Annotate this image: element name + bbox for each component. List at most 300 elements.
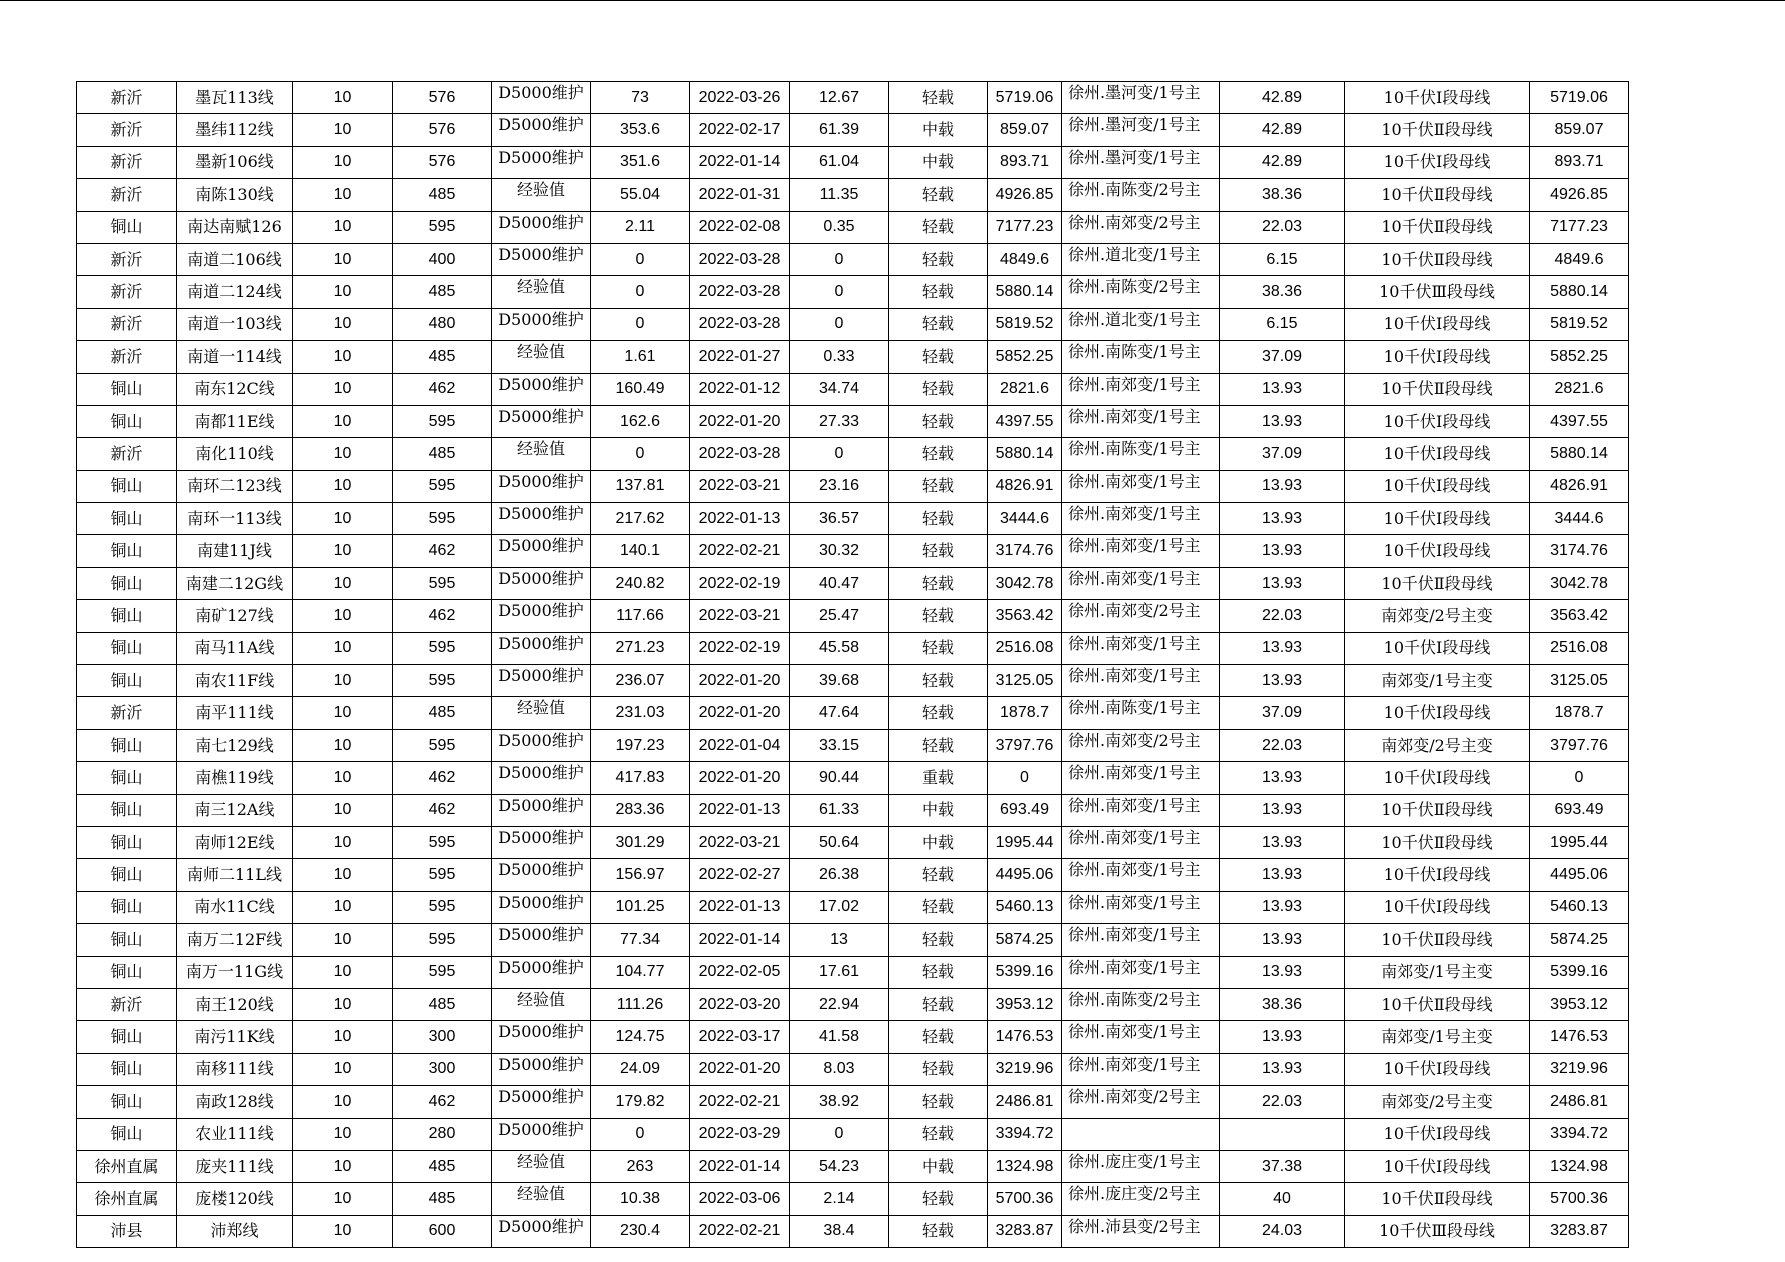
load-level-cell: 轻载 [889, 243, 988, 275]
date-cell: 2022-01-14 [690, 924, 790, 956]
source-text: D5000维护 [498, 84, 584, 102]
region-cell: 新沂 [77, 341, 177, 373]
transformer-text: 徐州.南陈变/1号主 [1068, 440, 1201, 459]
voltage-cell: 10 [293, 697, 393, 729]
available-capacity-cell: 5852.25 [988, 341, 1062, 373]
capacity-cell: 462 [393, 794, 492, 826]
table-row [77, 1053, 1629, 1085]
date-cell: 2022-03-21 [690, 826, 790, 858]
line-name-cell: 南水11C线 [177, 891, 293, 923]
source-text: D5000维护 [498, 569, 584, 588]
region-cell: 沛县 [77, 1215, 177, 1247]
bus-cell: 南郊变/1号主变 [1345, 1021, 1530, 1053]
date-cell: 2022-03-17 [690, 1021, 790, 1053]
max-current-cell: 231.03 [591, 697, 690, 729]
table-row [77, 503, 1629, 535]
voltage-cell: 10 [293, 470, 393, 502]
table-row [77, 179, 1629, 211]
table-row [77, 1183, 1629, 1215]
available-capacity-cell: 893.71 [988, 146, 1062, 178]
source-text: D5000维护 [498, 1088, 584, 1107]
transformer-load-rate-cell: 38.36 [1220, 988, 1345, 1020]
transformer-text: 徐州.南郊变/1号主 [1068, 828, 1201, 847]
region-cell: 新沂 [77, 697, 177, 729]
load-rate-cell: 0 [790, 308, 889, 340]
transformer-load-rate-cell: 13.93 [1220, 891, 1345, 923]
transformer-load-rate-cell: 37.09 [1220, 438, 1345, 470]
feeder-load-table [76, 81, 1629, 1248]
transformer-load-rate-cell: 13.93 [1220, 924, 1345, 956]
bus-cell: 10千伏Ⅱ段母线 [1345, 988, 1530, 1020]
load-rate-cell: 26.38 [790, 859, 889, 891]
transformer-load-rate-cell: 13.93 [1220, 567, 1345, 599]
line-name-cell: 南马11A线 [177, 632, 293, 664]
transformer-text: 徐州.南郊变/2号主 [1068, 213, 1201, 232]
voltage-cell: 10 [293, 114, 393, 146]
load-level-cell: 轻载 [889, 211, 988, 243]
voltage-cell: 10 [293, 535, 393, 567]
capacity-cell: 595 [393, 632, 492, 664]
transformer-text: 徐州.墨河变/1号主 [1068, 84, 1201, 102]
source-text: D5000维护 [498, 731, 584, 750]
source-text: D5000维护 [498, 667, 584, 686]
line-name-cell: 南樵119线 [177, 762, 293, 794]
transformer-text: 徐州.南郊变/2号主 [1068, 602, 1201, 621]
load-rate-cell: 0 [790, 243, 889, 275]
available-capacity-cell: 3174.76 [988, 535, 1062, 567]
source-text: D5000维护 [498, 213, 584, 232]
source-text: D5000维护 [498, 375, 584, 394]
load-rate-cell: 0.35 [790, 211, 889, 243]
load-rate-cell: 0 [790, 1118, 889, 1150]
max-current-cell: 101.25 [591, 891, 690, 923]
transformer-text: 徐州.南郊变/1号主 [1068, 569, 1201, 588]
transformer-text: 徐州.南郊变/1号主 [1068, 958, 1201, 977]
transformer-load-rate-cell: 13.93 [1220, 1053, 1345, 1085]
source-cell [492, 243, 591, 275]
load-level-cell: 轻载 [889, 697, 988, 729]
max-current-cell: 24.09 [591, 1053, 690, 1085]
source-cell [492, 729, 591, 761]
remaining-capacity-cell: 1476.53 [1530, 1021, 1629, 1053]
load-rate-cell: 11.35 [790, 179, 889, 211]
load-level-cell: 轻载 [889, 503, 988, 535]
load-rate-cell: 34.74 [790, 373, 889, 405]
table-row [77, 114, 1629, 146]
table-row [77, 243, 1629, 275]
remaining-capacity-cell: 3563.42 [1530, 600, 1629, 632]
bus-cell: 10千伏Ⅰ段母线 [1345, 762, 1530, 794]
remaining-capacity-cell: 859.07 [1530, 114, 1629, 146]
table-row [77, 1150, 1629, 1182]
capacity-cell: 485 [393, 276, 492, 308]
transformer-load-rate-cell: 6.15 [1220, 243, 1345, 275]
date-cell: 2022-01-20 [690, 762, 790, 794]
region-cell: 铜山 [77, 470, 177, 502]
line-name-cell: 沛郑线 [177, 1215, 293, 1247]
table-body [77, 82, 1629, 1248]
transformer-cell [1062, 438, 1220, 470]
line-name-cell: 南道一103线 [177, 308, 293, 340]
region-cell: 铜山 [77, 405, 177, 437]
voltage-cell: 10 [293, 82, 393, 114]
voltage-cell: 10 [293, 729, 393, 761]
load-level-cell: 轻载 [889, 1053, 988, 1085]
source-cell [492, 535, 591, 567]
source-cell [492, 665, 591, 697]
transformer-cell [1062, 988, 1220, 1020]
transformer-cell [1062, 503, 1220, 535]
capacity-cell: 300 [393, 1053, 492, 1085]
capacity-cell: 595 [393, 405, 492, 437]
date-cell: 2022-02-08 [690, 211, 790, 243]
transformer-text: 徐州.南郊变/1号主 [1068, 375, 1201, 394]
table-row [77, 1021, 1629, 1053]
available-capacity-cell: 3797.76 [988, 729, 1062, 761]
region-cell: 铜山 [77, 924, 177, 956]
capacity-cell: 595 [393, 826, 492, 858]
remaining-capacity-cell: 2821.6 [1530, 373, 1629, 405]
source-text: 经验值 [516, 1185, 565, 1204]
transformer-cell [1062, 373, 1220, 405]
load-level-cell: 轻载 [889, 924, 988, 956]
table-row [77, 146, 1629, 178]
transformer-load-rate-cell: 13.93 [1220, 535, 1345, 567]
load-level-cell: 轻载 [889, 1021, 988, 1053]
region-cell: 铜山 [77, 1086, 177, 1118]
max-current-cell: 162.6 [591, 405, 690, 437]
remaining-capacity-cell: 3125.05 [1530, 665, 1629, 697]
date-cell: 2022-02-21 [690, 1215, 790, 1247]
source-text: D5000维护 [498, 1217, 584, 1236]
voltage-cell: 10 [293, 146, 393, 178]
source-cell [492, 1086, 591, 1118]
date-cell: 2022-01-20 [690, 665, 790, 697]
load-rate-cell: 17.02 [790, 891, 889, 923]
transformer-load-rate-cell: 22.03 [1220, 1086, 1345, 1118]
line-name-cell: 南污11K线 [177, 1021, 293, 1053]
bus-cell: 10千伏Ⅰ段母线 [1345, 1053, 1530, 1085]
line-name-cell: 南建11J线 [177, 535, 293, 567]
line-name-cell: 南环二123线 [177, 470, 293, 502]
region-cell: 铜山 [77, 891, 177, 923]
table-row [77, 632, 1629, 664]
remaining-capacity-cell: 3394.72 [1530, 1118, 1629, 1150]
source-text: D5000维护 [498, 310, 584, 329]
region-cell: 新沂 [77, 179, 177, 211]
source-cell [492, 1183, 591, 1215]
remaining-capacity-cell: 5460.13 [1530, 891, 1629, 923]
source-cell [492, 470, 591, 502]
load-level-cell: 中载 [889, 1150, 988, 1182]
load-level-cell: 轻载 [889, 308, 988, 340]
load-rate-cell: 54.23 [790, 1150, 889, 1182]
bus-cell: 10千伏Ⅰ段母线 [1345, 1118, 1530, 1150]
voltage-cell: 10 [293, 859, 393, 891]
date-cell: 2022-01-20 [690, 697, 790, 729]
line-name-cell: 南化110线 [177, 438, 293, 470]
transformer-load-rate-cell: 40 [1220, 1183, 1345, 1215]
remaining-capacity-cell: 4397.55 [1530, 405, 1629, 437]
transformer-text: 徐州.南陈变/1号主 [1068, 343, 1201, 362]
bus-cell: 10千伏Ⅰ段母线 [1345, 82, 1530, 114]
source-cell [492, 1150, 591, 1182]
source-text: 经验值 [516, 1152, 565, 1171]
bus-cell: 10千伏Ⅰ段母线 [1345, 535, 1530, 567]
line-name-cell: 南东12C线 [177, 373, 293, 405]
voltage-cell: 10 [293, 632, 393, 664]
capacity-cell: 485 [393, 1183, 492, 1215]
line-name-cell: 墨新106线 [177, 146, 293, 178]
max-current-cell: 230.4 [591, 1215, 690, 1247]
capacity-cell: 595 [393, 665, 492, 697]
source-cell [492, 762, 591, 794]
date-cell: 2022-01-13 [690, 503, 790, 535]
load-level-cell: 中载 [889, 794, 988, 826]
voltage-cell: 10 [293, 794, 393, 826]
transformer-cell [1062, 276, 1220, 308]
source-text: 经验值 [516, 181, 565, 200]
available-capacity-cell: 3042.78 [988, 567, 1062, 599]
capacity-cell: 485 [393, 341, 492, 373]
voltage-cell: 10 [293, 665, 393, 697]
capacity-cell: 595 [393, 891, 492, 923]
voltage-cell: 10 [293, 891, 393, 923]
source-cell [492, 1021, 591, 1053]
transformer-load-rate-cell: 24.03 [1220, 1215, 1345, 1247]
source-cell [492, 211, 591, 243]
transformer-cell [1062, 1183, 1220, 1215]
region-cell: 铜山 [77, 729, 177, 761]
max-current-cell: 217.62 [591, 503, 690, 535]
transformer-load-rate-cell: 22.03 [1220, 729, 1345, 761]
source-text: D5000维护 [498, 861, 584, 880]
bus-cell: 10千伏Ⅱ段母线 [1345, 179, 1530, 211]
capacity-cell: 462 [393, 373, 492, 405]
remaining-capacity-cell: 3797.76 [1530, 729, 1629, 761]
max-current-cell: 263 [591, 1150, 690, 1182]
load-level-cell: 轻载 [889, 600, 988, 632]
transformer-text: 徐州.南郊变/1号主 [1068, 472, 1201, 491]
transformer-cell [1062, 405, 1220, 437]
bus-cell: 10千伏Ⅰ段母线 [1345, 470, 1530, 502]
table-row [77, 82, 1629, 114]
transformer-load-rate-cell: 13.93 [1220, 665, 1345, 697]
source-cell [492, 891, 591, 923]
remaining-capacity-cell: 5700.36 [1530, 1183, 1629, 1215]
max-current-cell: 240.82 [591, 567, 690, 599]
available-capacity-cell: 4849.6 [988, 243, 1062, 275]
max-current-cell: 140.1 [591, 535, 690, 567]
available-capacity-cell: 4826.91 [988, 470, 1062, 502]
transformer-load-rate-cell: 37.09 [1220, 697, 1345, 729]
transformer-text: 徐州.南陈变/2号主 [1068, 278, 1201, 297]
remaining-capacity-cell: 3042.78 [1530, 567, 1629, 599]
region-cell: 铜山 [77, 535, 177, 567]
remaining-capacity-cell: 7177.23 [1530, 211, 1629, 243]
table-row [77, 729, 1629, 761]
table-row [77, 826, 1629, 858]
source-text: 经验值 [516, 990, 565, 1009]
bus-cell: 10千伏Ⅲ段母线 [1345, 276, 1530, 308]
load-rate-cell: 27.33 [790, 405, 889, 437]
remaining-capacity-cell: 0 [1530, 762, 1629, 794]
source-cell [492, 1215, 591, 1247]
max-current-cell: 0 [591, 438, 690, 470]
load-level-cell: 轻载 [889, 373, 988, 405]
table-row [77, 1086, 1629, 1118]
date-cell: 2022-03-21 [690, 600, 790, 632]
transformer-text: 徐州.南郊变/1号主 [1068, 407, 1201, 426]
transformer-text: 徐州.庞庄变/1号主 [1068, 1152, 1201, 1171]
load-rate-cell: 30.32 [790, 535, 889, 567]
bus-cell: 南郊变/1号主变 [1345, 956, 1530, 988]
transformer-text: 徐州.南郊变/1号主 [1068, 1055, 1201, 1074]
transformer-text: 徐州.南郊变/1号主 [1068, 537, 1201, 556]
load-rate-cell: 45.58 [790, 632, 889, 664]
load-rate-cell: 50.64 [790, 826, 889, 858]
source-text: D5000维护 [498, 148, 584, 167]
capacity-cell: 462 [393, 1086, 492, 1118]
source-cell [492, 567, 591, 599]
load-level-cell: 轻载 [889, 891, 988, 923]
transformer-text: 徐州.南郊变/1号主 [1068, 861, 1201, 880]
source-text: D5000维护 [498, 602, 584, 621]
capacity-cell: 576 [393, 82, 492, 114]
max-current-cell: 301.29 [591, 826, 690, 858]
voltage-cell: 10 [293, 924, 393, 956]
source-text: D5000维护 [498, 1120, 584, 1139]
load-rate-cell: 61.04 [790, 146, 889, 178]
line-name-cell: 南达南赋126 [177, 211, 293, 243]
transformer-text: 徐州.道北变/1号主 [1068, 310, 1201, 329]
remaining-capacity-cell: 2486.81 [1530, 1086, 1629, 1118]
table-row [77, 956, 1629, 988]
bus-cell: 10千伏Ⅰ段母线 [1345, 503, 1530, 535]
max-current-cell: 77.34 [591, 924, 690, 956]
load-rate-cell: 22.94 [790, 988, 889, 1020]
transformer-cell [1062, 82, 1220, 114]
transformer-load-rate-cell: 13.93 [1220, 373, 1345, 405]
date-cell: 2022-01-13 [690, 794, 790, 826]
load-rate-cell: 38.92 [790, 1086, 889, 1118]
max-current-cell: 283.36 [591, 794, 690, 826]
capacity-cell: 462 [393, 762, 492, 794]
load-level-cell: 轻载 [889, 470, 988, 502]
table-row [77, 373, 1629, 405]
load-level-cell: 轻载 [889, 1118, 988, 1150]
voltage-cell: 10 [293, 956, 393, 988]
available-capacity-cell: 3563.42 [988, 600, 1062, 632]
transformer-load-rate-cell: 42.89 [1220, 82, 1345, 114]
voltage-cell: 10 [293, 567, 393, 599]
transformer-load-rate-cell: 38.36 [1220, 276, 1345, 308]
remaining-capacity-cell: 4849.6 [1530, 243, 1629, 275]
source-text: 经验值 [516, 343, 565, 362]
transformer-text: 徐州.南郊变/1号主 [1068, 764, 1201, 783]
bus-cell: 10千伏Ⅰ段母线 [1345, 438, 1530, 470]
transformer-cell [1062, 567, 1220, 599]
available-capacity-cell: 3953.12 [988, 988, 1062, 1020]
line-name-cell: 南道二124线 [177, 276, 293, 308]
load-rate-cell: 61.33 [790, 794, 889, 826]
table-row [77, 567, 1629, 599]
transformer-load-rate-cell: 38.36 [1220, 179, 1345, 211]
transformer-cell [1062, 665, 1220, 697]
available-capacity-cell: 3444.6 [988, 503, 1062, 535]
transformer-cell [1062, 1150, 1220, 1182]
load-level-cell: 轻载 [889, 405, 988, 437]
transformer-cell [1062, 956, 1220, 988]
table-row [77, 924, 1629, 956]
transformer-text: 徐州.南郊变/1号主 [1068, 893, 1201, 912]
region-cell: 铜山 [77, 373, 177, 405]
capacity-cell: 485 [393, 988, 492, 1020]
line-name-cell: 墨瓦113线 [177, 82, 293, 114]
transformer-text: 徐州.庞庄变/2号主 [1068, 1185, 1201, 1204]
load-rate-cell: 40.47 [790, 567, 889, 599]
load-level-cell: 中载 [889, 146, 988, 178]
region-cell: 铜山 [77, 632, 177, 664]
transformer-cell [1062, 1053, 1220, 1085]
line-name-cell: 南七129线 [177, 729, 293, 761]
remaining-capacity-cell: 5852.25 [1530, 341, 1629, 373]
source-text: D5000维护 [498, 796, 584, 815]
transformer-cell [1062, 535, 1220, 567]
available-capacity-cell: 7177.23 [988, 211, 1062, 243]
remaining-capacity-cell: 1995.44 [1530, 826, 1629, 858]
line-name-cell: 南矿127线 [177, 600, 293, 632]
line-name-cell: 南万一11G线 [177, 956, 293, 988]
source-cell [492, 956, 591, 988]
bus-cell: 10千伏Ⅰ段母线 [1345, 405, 1530, 437]
region-cell: 新沂 [77, 243, 177, 275]
region-cell: 新沂 [77, 988, 177, 1020]
table-row [77, 988, 1629, 1020]
transformer-text: 徐州.南陈变/2号主 [1068, 181, 1201, 200]
transformer-load-rate-cell: 13.93 [1220, 859, 1345, 891]
source-text: D5000维护 [498, 893, 584, 912]
remaining-capacity-cell: 4926.85 [1530, 179, 1629, 211]
available-capacity-cell: 5819.52 [988, 308, 1062, 340]
bus-cell: 南郊变/2号主变 [1345, 1086, 1530, 1118]
date-cell: 2022-02-05 [690, 956, 790, 988]
voltage-cell: 10 [293, 341, 393, 373]
source-text: D5000维护 [498, 828, 584, 847]
voltage-cell: 10 [293, 1021, 393, 1053]
line-name-cell: 庞夹111线 [177, 1150, 293, 1182]
capacity-cell: 462 [393, 600, 492, 632]
voltage-cell: 10 [293, 211, 393, 243]
date-cell: 2022-01-14 [690, 146, 790, 178]
available-capacity-cell: 4926.85 [988, 179, 1062, 211]
transformer-text: 徐州.南郊变/2号主 [1068, 731, 1201, 750]
line-name-cell: 墨纬112线 [177, 114, 293, 146]
available-capacity-cell: 5399.16 [988, 956, 1062, 988]
date-cell: 2022-01-14 [690, 1150, 790, 1182]
max-current-cell: 1.61 [591, 341, 690, 373]
region-cell: 徐州直属 [77, 1150, 177, 1182]
source-cell [492, 859, 591, 891]
region-cell: 铜山 [77, 567, 177, 599]
table-row [77, 211, 1629, 243]
bus-cell: 10千伏Ⅱ段母线 [1345, 211, 1530, 243]
table-row [77, 276, 1629, 308]
date-cell: 2022-02-19 [690, 632, 790, 664]
line-name-cell: 南道二106线 [177, 243, 293, 275]
load-rate-cell: 90.44 [790, 762, 889, 794]
load-level-cell: 轻载 [889, 1086, 988, 1118]
